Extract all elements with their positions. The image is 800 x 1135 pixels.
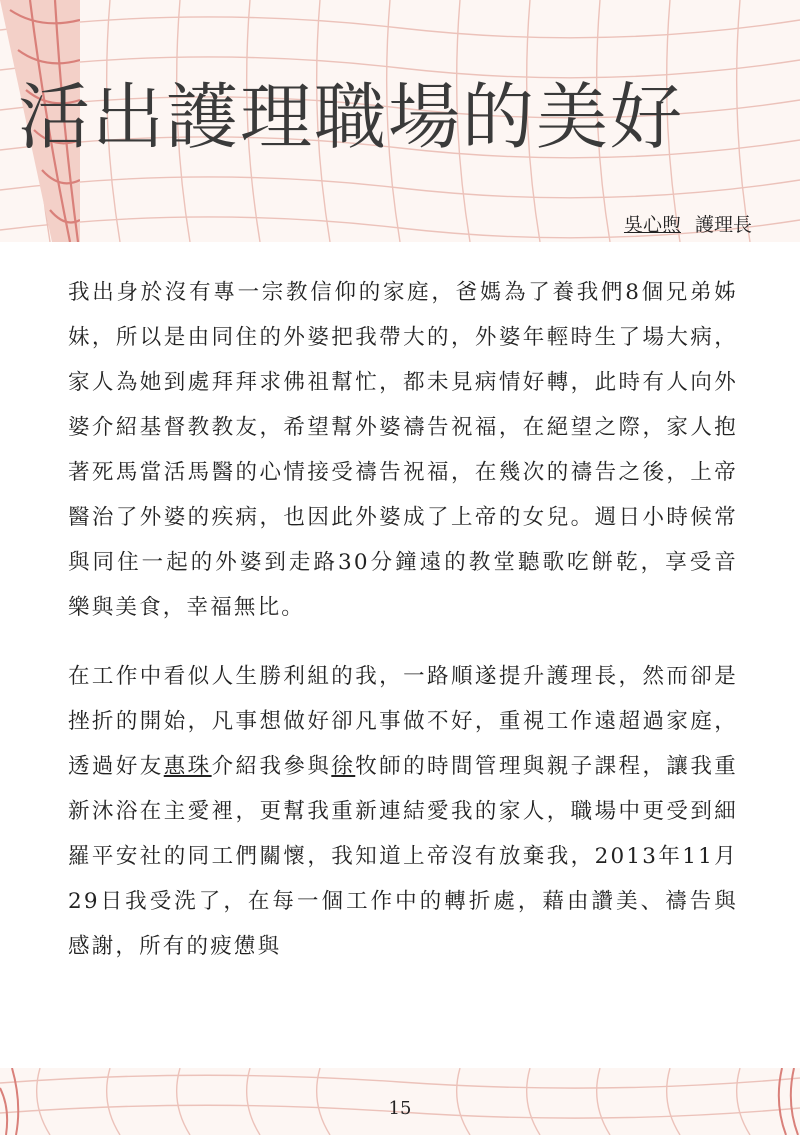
friend-name: 惠珠 bbox=[163, 754, 212, 779]
paragraph-2-part-3: 牧師的時間管理與親子課程，讓我重新沐浴在主愛裡，更幫我重新連結愛我的家人，職場中更受到細羅平安社的同工們關懷，我知道上帝沒有放棄我，2013年11月29日我受洗了，在每一個工作中的轉折處，藉由讚美、禱告與感謝，所有的疲憊與 bbox=[68, 754, 738, 959]
author-role: 護理長 bbox=[694, 214, 752, 236]
article-body bbox=[68, 270, 738, 993]
paragraph-2-part-1: 在工作中看似人生勝利組的我，一路順遂提升護理長，然而卻是挫折的開始，凡事想做好卻凡事做不好，重視工作遠超過家庭，透過好友 bbox=[68, 664, 738, 779]
article-title: 活出護理職場的美好 bbox=[18, 75, 685, 159]
pastor-name: 徐 bbox=[331, 754, 356, 779]
author-name: 吳心煦 bbox=[623, 214, 681, 236]
paragraph-2-part-2: 介紹我參與 bbox=[211, 754, 332, 779]
paragraph-1: 我出身於沒有專一宗教信仰的家庭，爸媽為了養我們8個兄弟姊妹，所以是由同住的外婆把我帶大的，外婆年輕時生了場大病，家人為她到處拜拜求佛祖幫忙，都未見病情好轉，此時有人向外婆介紹基督教教友，希望幫外婆禱告祝福，在絕望之際，家人抱著死馬當活馬醫的心情接受禱告祝福，在幾次的禱告之後，上帝醫治了外婆的疾病，也因此外婆成了上帝的女兒。週日小時候常與同住一起的外婆到走路30分鐘遠的教堂聽歌吃餅乾，享受音樂與美食，幸福無比。 bbox=[68, 280, 738, 620]
page-number: 15 bbox=[388, 1098, 412, 1119]
paragraph-2 bbox=[68, 654, 738, 969]
byline bbox=[624, 210, 752, 237]
